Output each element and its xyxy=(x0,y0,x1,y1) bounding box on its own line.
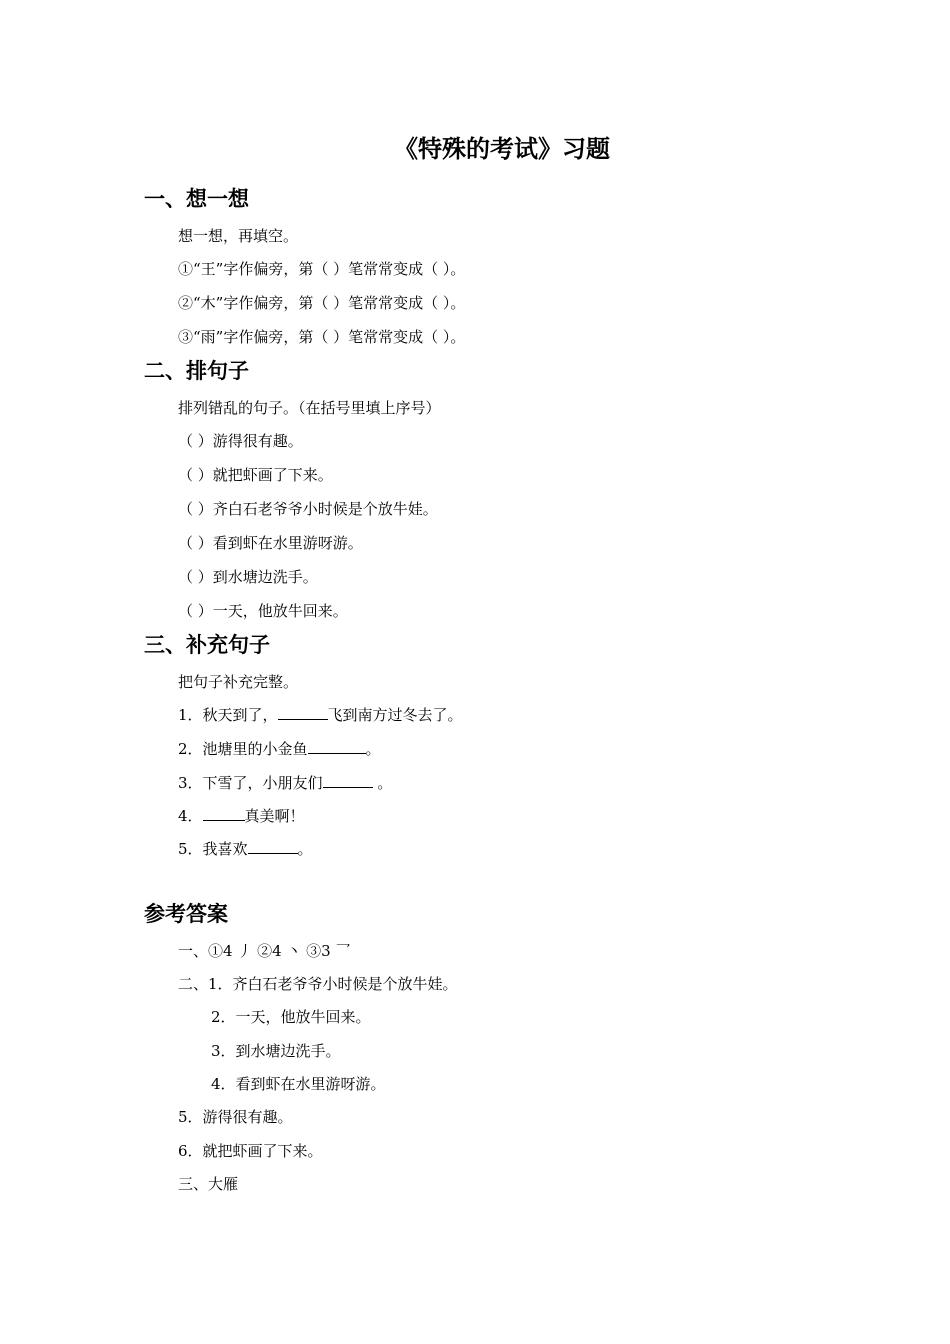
answer-blank xyxy=(248,838,298,854)
answer-line: 5．游得很有趣。 xyxy=(178,1108,293,1126)
page-title: 《特殊的考试》习题 xyxy=(394,135,610,163)
question-text-before: 3．下雪了，小朋友们 xyxy=(178,774,323,792)
question-item: （ ）齐白石老爷爷小时候是个放牛娃。 xyxy=(178,500,438,518)
question-item xyxy=(178,704,463,726)
section-3-instruction: 把句子补充完整。 xyxy=(178,673,299,691)
section-heading-3: 三、补充句子 xyxy=(144,633,270,657)
answer-line: 2．一天，他放牛回来。 xyxy=(211,1008,371,1026)
answer-line: 三、大雁 xyxy=(178,1175,239,1193)
answer-line: 二、1．齐白石老爷爷小时候是个放牛娃。 xyxy=(178,975,458,993)
question-item: （ ）到水塘边洗手。 xyxy=(178,568,318,586)
question-text-before: 5．我喜欢 xyxy=(178,840,248,858)
question-text-after: 真美啊！ xyxy=(244,807,305,825)
answer-line: 3．到水塘边洗手。 xyxy=(211,1042,341,1060)
question-text-before: 2．池塘里的小金鱼 xyxy=(178,740,308,758)
question-text-before: 1．秋天到了， xyxy=(178,706,278,724)
question-item: （ ）一天，他放牛回来。 xyxy=(178,602,348,620)
question-item xyxy=(178,738,381,760)
question-item: （ ）游得很有趣。 xyxy=(178,432,303,450)
answer-blank xyxy=(278,704,328,720)
section-heading-1: 一、想一想 xyxy=(144,187,249,211)
question-item: ②“木”字作偏旁，第（ ）笔常常变成（ ）。 xyxy=(178,294,466,312)
section-heading-2: 二、排句子 xyxy=(144,359,249,383)
answer-line: 一、①4 丿 ②4 丶 ③3 乛 xyxy=(178,942,351,960)
question-item: （ ）就把虾画了下来。 xyxy=(178,466,333,484)
question-item xyxy=(178,838,313,860)
question-item xyxy=(178,772,392,794)
answer-blank xyxy=(308,738,366,754)
question-text-after: 。 xyxy=(372,774,393,792)
question-item: ①“王”字作偏旁，第（ ）笔常常变成（ ）。 xyxy=(178,260,466,278)
question-text-before: 4． xyxy=(178,807,203,825)
question-item xyxy=(178,805,305,827)
question-text-after: 。 xyxy=(297,840,313,858)
question-item: ③“雨”字作偏旁，第（ ）笔常常变成（ ）。 xyxy=(178,328,466,346)
section-1-instruction: 想一想，再填空。 xyxy=(178,227,299,245)
answer-blank xyxy=(203,805,245,821)
answer-line: 6．就把虾画了下来。 xyxy=(178,1142,323,1160)
answer-line: 4．看到虾在水里游呀游。 xyxy=(211,1075,386,1093)
section-2-instruction: 排列错乱的句子。（在括号里填上序号） xyxy=(178,399,441,417)
question-text-after: 飞到南方过冬去了。 xyxy=(327,706,463,724)
answers-heading: 参考答案 xyxy=(144,902,228,926)
question-item: （ ）看到虾在水里游呀游。 xyxy=(178,534,363,552)
question-text-after: 。 xyxy=(365,740,381,758)
answer-blank xyxy=(323,772,373,788)
